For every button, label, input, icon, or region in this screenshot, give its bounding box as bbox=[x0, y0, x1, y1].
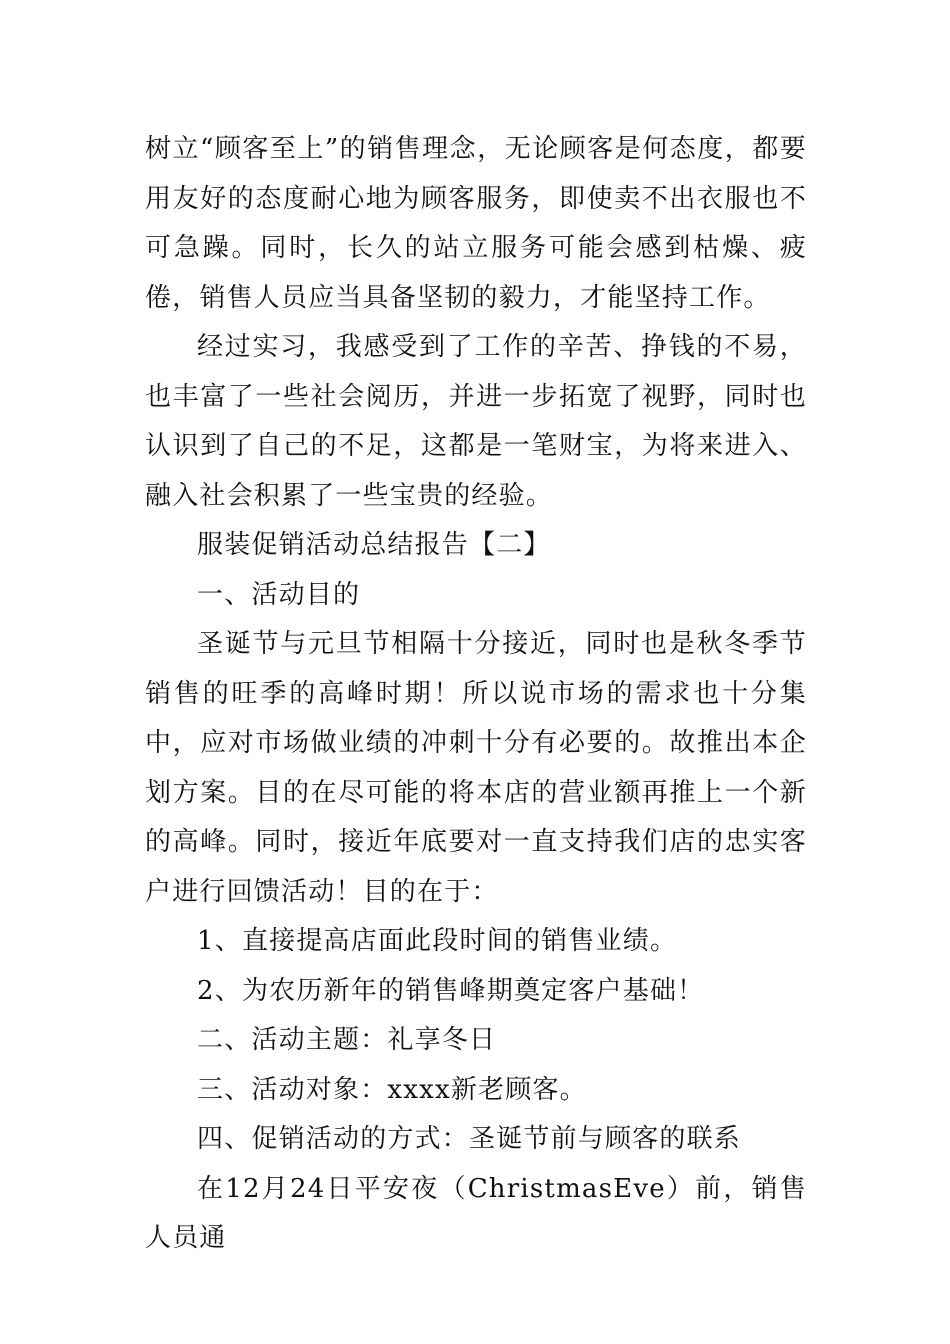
list-item-1: 1、直接提高店面此段时间的销售业绩。 bbox=[197, 926, 678, 956]
heading-promotion-method: 四、促销活动的方式：圣诞节前与顾客的联系 bbox=[197, 1124, 742, 1154]
heading-activity-purpose: 一、活动目的 bbox=[197, 579, 361, 610]
heading-activity-theme: 二、活动主题：礼享冬日 bbox=[197, 1025, 497, 1055]
paragraph-internship-reflection: 经过实习，我感受到了工作的辛苦、挣钱的不易，也丰富了一些社会阅历，并进一步拓宽了视野，同时也认识到了自己的不足，这都是一笔财宝，为将来进入、融入社会积累了一些宝贵的经验。 bbox=[145, 332, 807, 511]
paragraph-christmas-eve: 在12月24日平安夜（ChristmasEve）前，销售人员通 bbox=[145, 1173, 807, 1253]
list-item-2: 2、为农历新年的销售峰期奠定客户基础！ bbox=[197, 975, 705, 1006]
section-title: 服装促销活动总结报告【二】 bbox=[197, 530, 551, 560]
heading-activity-target: 三、活动对象：xxxx新老顾客。 bbox=[197, 1074, 587, 1105]
paragraph-continuation: 树立“顾客至上”的销售理念，无论顾客是何态度，都要用友好的态度耐心地为顾客服务，即使卖不出衣服也不可急躁。同时，长久的站立服务可能会感到枯燥、疲倦，销售人员应当具备坚韧的毅力，才能坚持工作。 bbox=[145, 134, 807, 313]
paragraph-purpose-detail: 圣诞节与元旦节相隔十分接近，同时也是秋冬季节销售的旺季的高峰时期！所以说市场的需求也十分集中，应对市场做业绩的冲刺十分有必要的。故推出本企划方案。目的在尽可能的将本店的营业额再推上一个新的高峰。同时，接近年底要对一直支持我们店的忠实客户进行回馈活动！目的在于： bbox=[145, 629, 807, 907]
document-body bbox=[145, 125, 807, 1264]
